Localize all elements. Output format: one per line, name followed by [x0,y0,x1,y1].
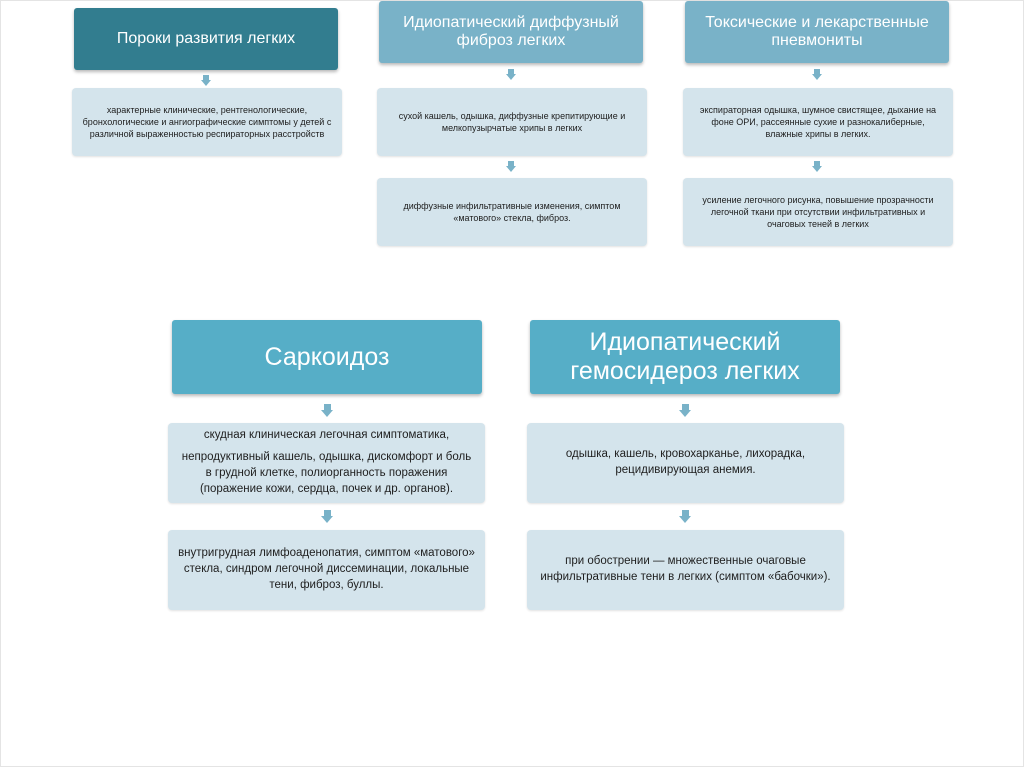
header-toxic-pneumonitis: Токсические и лекарственные пневмониты [685,1,949,63]
arrow-down-icon [812,74,822,80]
malformations-symptoms-box [72,88,342,156]
box-text: сухой кашель, одышка, диффузные крепитирующие и мелкопузырчатые хрипы в легких [398,110,626,133]
arrow-down-icon [321,516,333,523]
box-text: экспираторная одышка, шумное свистящее, дыхание на фоне ОРИ, рассеянные сухие и разнокалиберные, влажные хрипы в легких. [699,104,937,140]
box-text: непродуктивный кашель, одышка, дискомфорт и боль в грудной клетке, полиорганность поражения (поражение кожи, сердца, почек и др. органов). [181,451,472,495]
sarcoidosis-clinical-box [168,423,485,503]
arrow-down-icon [812,166,822,172]
arrow-down-icon [679,410,691,417]
box-text: внутригрудная лимфоаденопатия, симптом «матового» стекла, синдром легочной диссеминации, локальные тени, фиброз, буллы. [178,547,475,591]
header-sarcoidosis: Саркоидоз [172,320,482,394]
sarcoidosis-xray-box [168,530,485,610]
hemosiderosis-clinical-box [527,423,844,503]
pneumonitis-xray-box [683,178,953,246]
arrow-down-icon [506,74,516,80]
box-text: скудная клиническая легочная симптоматика, [203,429,450,442]
arrow-down-icon [201,80,211,86]
box-text: характерные клинические, рентгенологические, бронхологические и ангиографические симптомы у детей с различной выраженностью респираторных расстройств [82,104,332,140]
arrow-down-icon [679,516,691,523]
box-text: одышка, кашель, кровохарканье, лихорадка, рецидивирующая анемия. [565,448,806,476]
box-text: диффузные инфильтративные изменения, симптом «матового» стекла, фиброз. [403,200,621,223]
arrow-down-icon [506,166,516,172]
hemosiderosis-xray-box [527,530,844,610]
arrow-down-icon [321,410,333,417]
header-malformations: Пороки развития легких [74,8,338,70]
pneumonitis-clinical-box [683,88,953,156]
fibrosis-xray-box [377,178,647,246]
header-hemosiderosis: Идиопатический гемосидероз легких [530,320,840,394]
box-text: при обострении — множественные очаговые инфильтративные тени в легких (симптом «бабочки»). [540,555,831,583]
box-text: усиление легочного рисунка, повышение прозрачности легочной ткани при отсутствии инфильтративных и очаговых теней в легких [702,194,934,230]
header-idiopathic-fibrosis: Идиопатический диффузный фиброз легких [379,1,643,63]
fibrosis-clinical-box [377,88,647,156]
